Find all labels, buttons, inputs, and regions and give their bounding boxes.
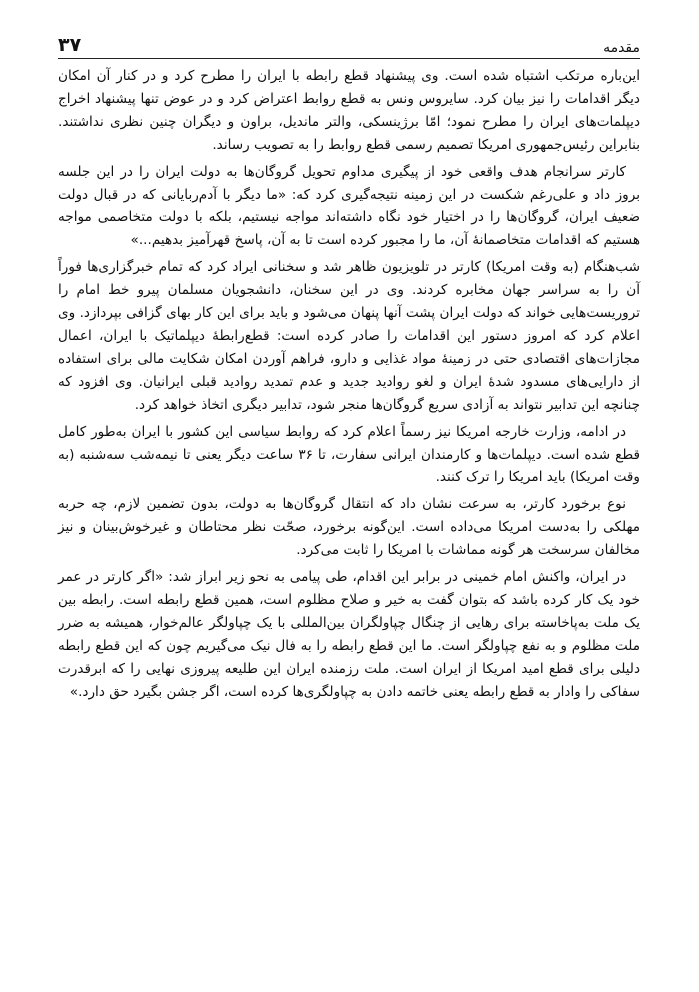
running-title: مقدمه (603, 40, 640, 56)
paragraph-2: کارتر سرانجام هدف واقعی خود از پیگیری مداوم تحویل گروگان‌ها به دولت ایران را در این جلسه بروز داد و علی‌رغم شکست در این زمینه نتیجه‌گیری کرد که: «ما دیگر با آدم‌ربایانی که در قبال دولت ضعیف ایران، گروگان‌ها را در اختیار خود نگاه داشته‌اند مواجه نیستیم، بلکه با دولت متخاصمی مواجه هستیم که اقدامات متخاصمانهٔ آن، ما را مجبور کرده است تا به آن، پاسخ قهرآمیز بدهیم...» (58, 163, 640, 249)
paragraph-4: در ادامه، وزارت خارجه امریکا نیز رسماً اعلام کرد که روابط سیاسی این کشور با ایران به‌طور کامل قطع شده است. دیپلمات‌ها و کارمندان ایرانی سفارت، تا ۳۶ ساعت دیگر یعنی تا نیمه‌شب سه‌شنبه (به وقت امریکا) باید امریکا را ترک کنند. (58, 423, 640, 486)
page-number: ۳۷ (58, 34, 82, 56)
page-header (58, 30, 640, 59)
book-page (58, 30, 640, 970)
paragraph-6: در ایران، واکنش امام خمینی در برابر این اقدام، طی پیامی به نحو زیر ابراز شد: «اگر کارتر در عمر خود یک کار کرده باشد که بتوان گفت به خیر و صلاح مظلوم است، همین قطع رابطه است. رابطه بین یک ملت به‌پاخاسته برای رهایی از چنگال چپاولگران بین‌المللی با یک چپاولگر عالم‌خوار، همیشه به ضرر ملت مظلوم و به نفع چپاولگر است. ما این قطع رابطه را به فال نیک می‌گیریم چون که این قطع رابطه دلیلی برای قطع امید امریکا از ایران است. ملت رزمنده ایران این طلیعه پیروزی نهایی را که ابرقدرت سفاکی را وادار به قطع رابطه یعنی خاتمه دادن به چپاولگری‌ها کرده است، اگر جشن بگیرد حق دارد.» (58, 569, 640, 700)
body-text (58, 65, 640, 703)
paragraph-3: شب‌هنگام (به وقت امریکا) کارتر در تلویزیون ظاهر شد و سخنانی ایراد کرد که تمام خبرگزاری‌ها فوراً آن را به سراسر جهان مخابره کردند. وی در این سخنان، دانشجویان مسلمان پیرو خط امام را تروریست‌هایی خواند که دولت ایران پشت آنها پنهان می‌شود و باید برای این کار بهای گزافی بپردازد. وی اعلام کرد که امروز دستور این اقدامات را صادر کرده است: قطع‌رابطهٔ دیپلماتیک با ایران، اعمال مجازات‌های اقتصادی حتی در زمینهٔ مواد غذایی و دارو، فراهم آوردن امکان شکایت مالی برای استفاده از دارایی‌های مسدود شدهٔ ایران و لغو روادید جدید و عدم تمدید روادید قبلی ایرانیان. وی افزود که چنانچه این تدابیر نتواند به آزادی سریع گروگان‌ها منجر شود، تدابیر دیگری اتخاذ خواهد کرد. (58, 259, 640, 413)
paragraph-1: این‌باره مرتکب اشتباه شده است. وی پیشنهاد قطع رابطه با ایران را مطرح کرد و در کنار آن امکان دیگر اقدامات را نیز بیان کرد. سایروس ونس به قطع روابط اعتراض کرد و در عوض تنها پیشنهاد اخراج دیپلمات‌های ایران را مطرح نمود؛ امّا برژینسکی، والتر ماندیل، براون و دیگران چنین نظری نداشتند. بنابراین رئیس‌جمهوری امریکا تصمیم رسمی قطع روابط را به تصویب رساند. (58, 68, 640, 153)
paragraph-5: نوع برخورد کارتر، به سرعت نشان داد که انتقال گروگان‌ها به دولت، بدون تضمین لازم، چه حربه مهلکی را به‌دست امریکا می‌داده است. این‌گونه برخورد، صحّت نظر محتاطان و غیرخوش‌بینان و نیز مخالفان سرسخت هر گونه مماشات با امریکا را ثابت می‌کرد. (58, 496, 640, 559)
